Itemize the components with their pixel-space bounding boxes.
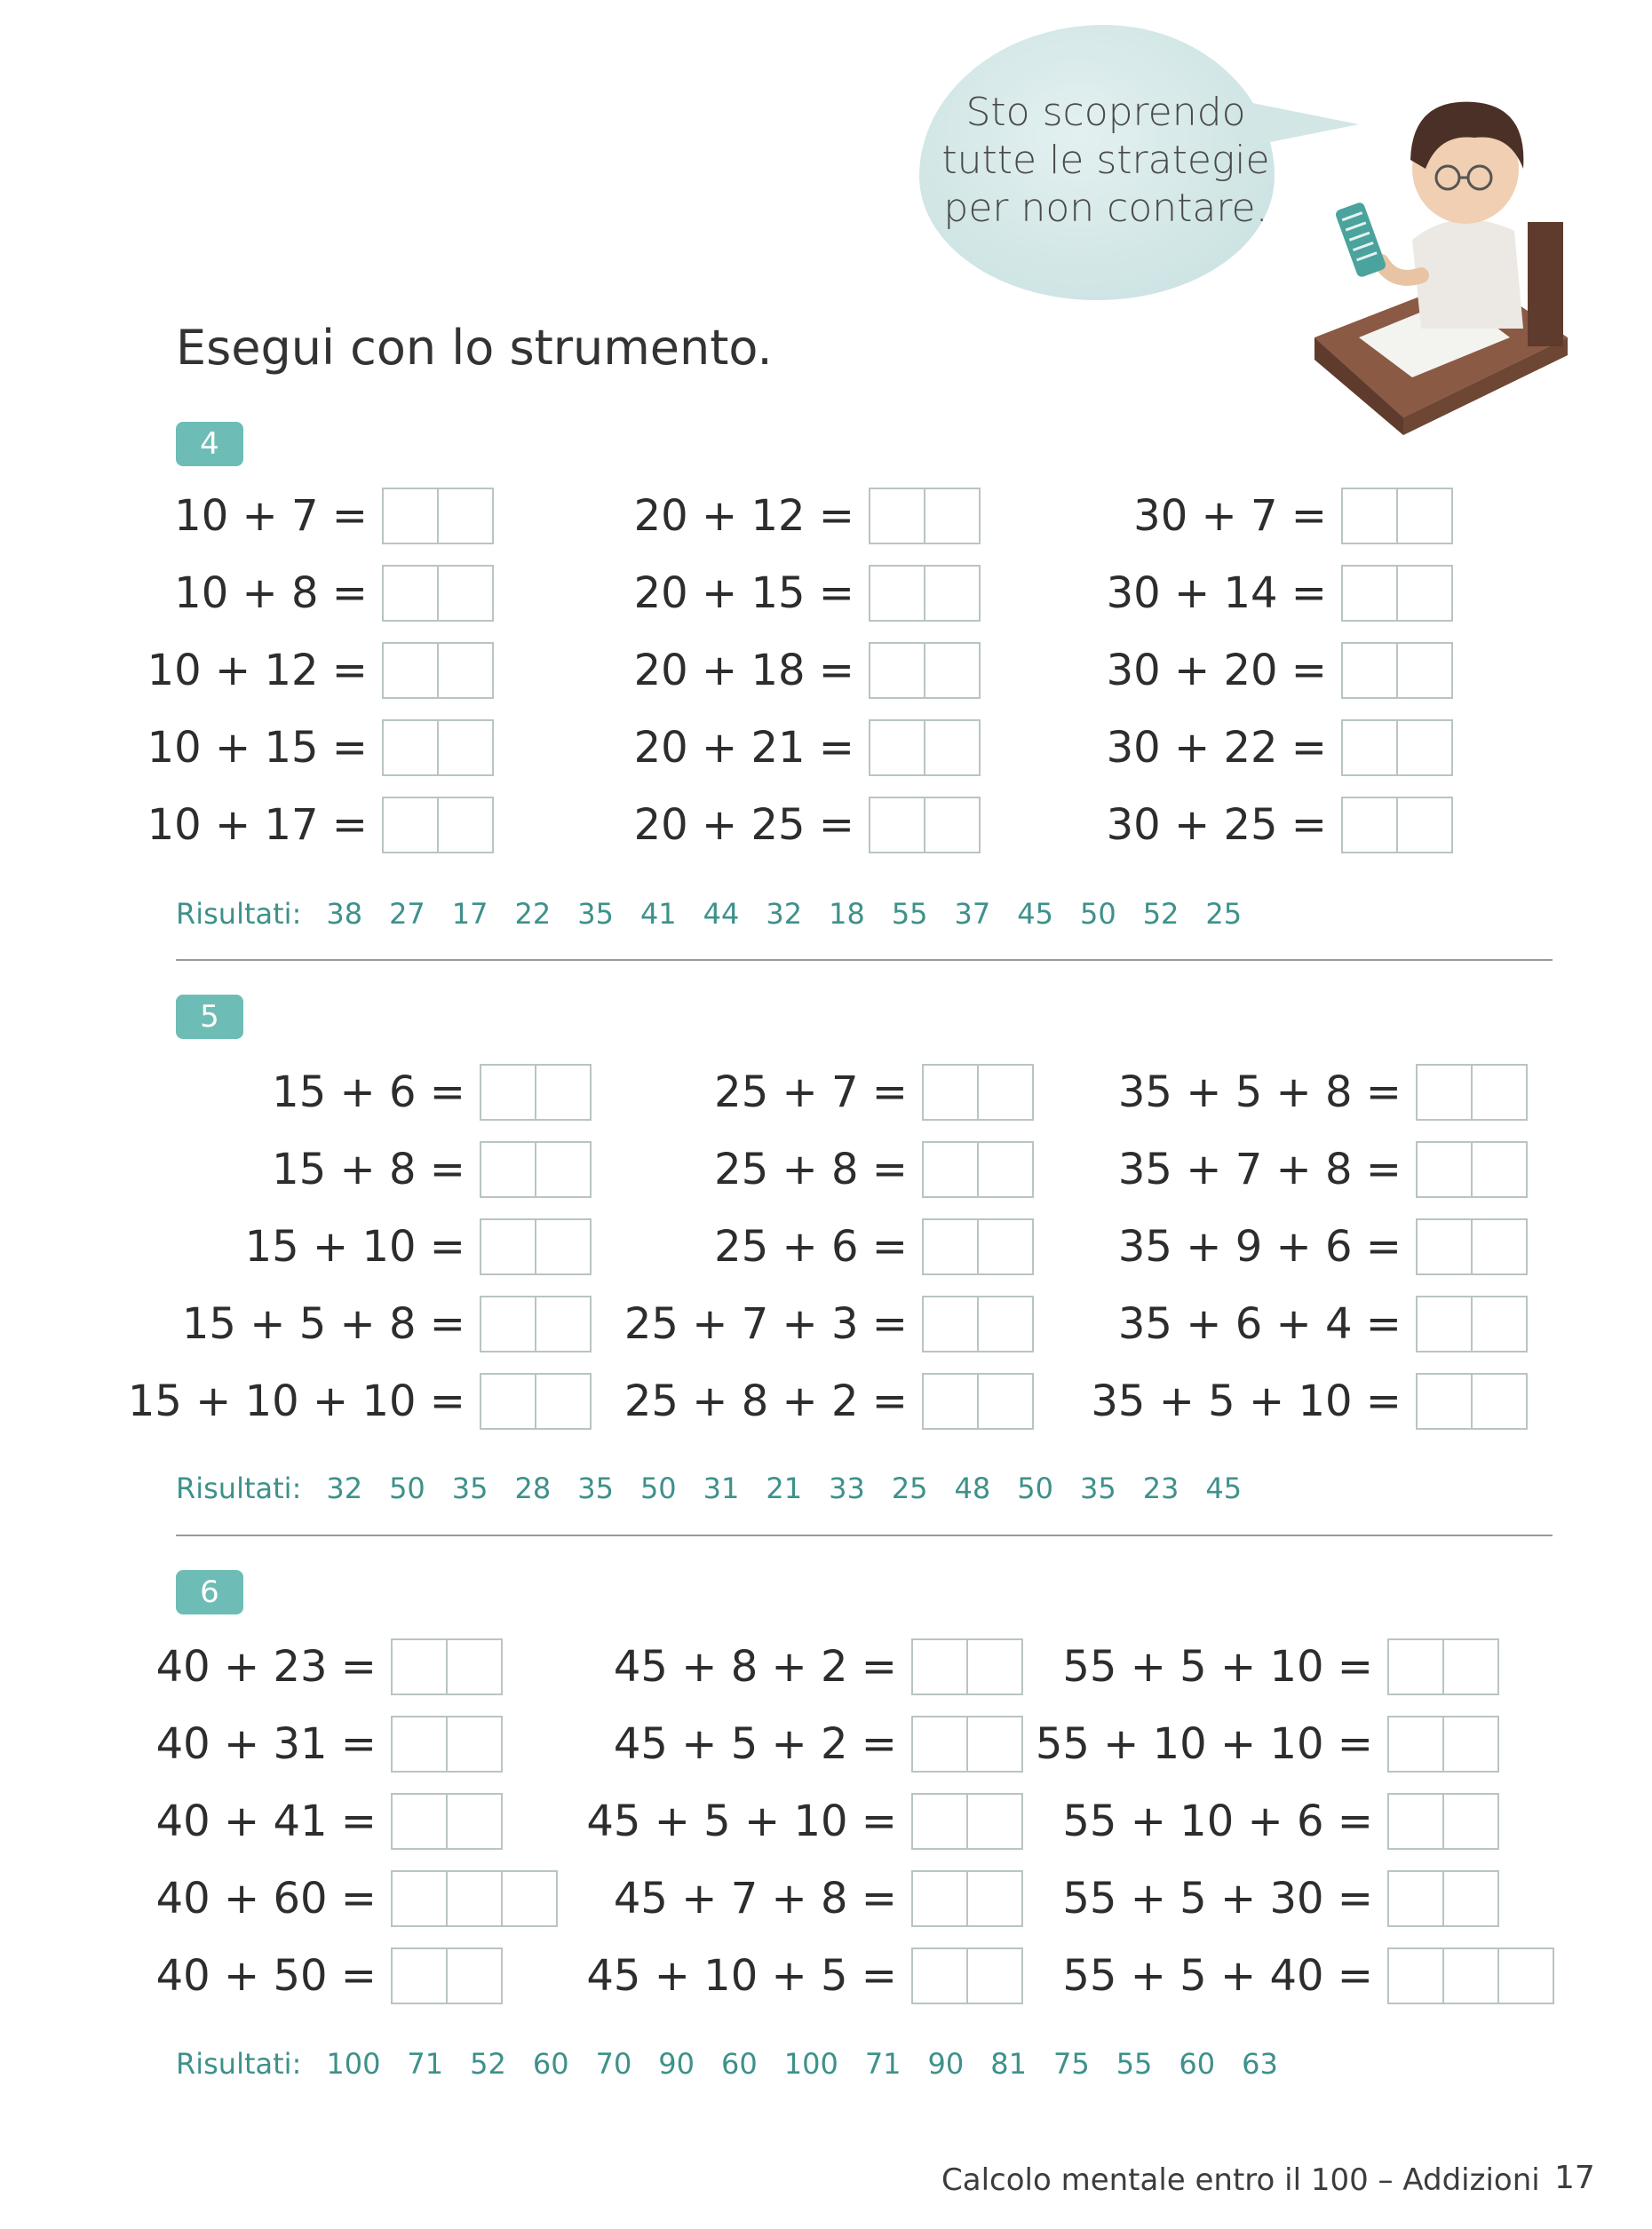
equation-row (0, 1063, 1402, 1122)
answer-digit-box[interactable] (1471, 1141, 1528, 1198)
result-value: 21 (766, 1471, 803, 1505)
result-value: 100 (783, 2047, 838, 2081)
result-value: 25 (891, 1471, 928, 1505)
equation-expression: 30 + 25 = (1106, 800, 1327, 850)
result-value: 44 (703, 897, 740, 931)
result-value: 60 (1179, 2047, 1216, 2081)
result-value: 35 (577, 1471, 614, 1505)
equation-expression: 15 + 10 + 10 = (127, 1376, 465, 1426)
result-value: 45 (1205, 1471, 1243, 1505)
answer-digit-box[interactable] (1416, 1064, 1473, 1121)
answer-digit-box[interactable] (1387, 1716, 1444, 1773)
equation-expression: 45 + 5 + 2 = (613, 1719, 897, 1769)
equation-expression: 55 + 5 + 30 = (1062, 1874, 1373, 1924)
equation-expression: 20 + 21 = (633, 723, 854, 773)
result-value: 50 (639, 1471, 677, 1505)
answer-boxes[interactable] (1418, 1296, 1528, 1352)
answer-digit-box[interactable] (1396, 642, 1453, 699)
result-value: 35 (451, 1471, 488, 1505)
answer-digit-box[interactable] (1416, 1296, 1473, 1352)
answer-digit-box[interactable] (1416, 1218, 1473, 1275)
result-value: 71 (864, 2047, 901, 2081)
child-at-desk-illustration (1297, 71, 1581, 435)
answer-digit-box[interactable] (1341, 719, 1398, 776)
result-value: 35 (577, 897, 614, 931)
equation-row (0, 1295, 1402, 1353)
equation-expression: 20 + 25 = (633, 800, 854, 850)
equation-expression: 40 + 60 = (155, 1874, 377, 1924)
answer-digit-box[interactable] (1387, 1638, 1444, 1695)
speech-bubble-text (937, 89, 1275, 233)
page-heading: Esegui con lo strumento. (176, 320, 773, 376)
answer-digit-box[interactable] (1396, 565, 1453, 622)
equation-expression: 55 + 10 + 10 = (1035, 1719, 1373, 1769)
answer-digit-box[interactable] (1341, 488, 1398, 544)
answer-digit-box[interactable] (1442, 1638, 1499, 1695)
answer-digit-box[interactable] (1442, 1947, 1499, 2004)
result-value: 22 (514, 897, 552, 931)
answer-digit-box[interactable] (1341, 642, 1398, 699)
page-number: 17 (1554, 2160, 1595, 2196)
answer-boxes[interactable] (1343, 642, 1453, 699)
answer-digit-box[interactable] (1416, 1141, 1473, 1198)
result-value: 32 (326, 1471, 363, 1505)
answer-digit-box[interactable] (1396, 797, 1453, 853)
equation-expression: 35 + 5 + 10 = (1091, 1376, 1402, 1426)
equation-expression: 20 + 15 = (633, 568, 854, 618)
answer-boxes[interactable] (1389, 1870, 1499, 1927)
result-value: 32 (766, 897, 803, 931)
result-value: 55 (1116, 2047, 1153, 2081)
result-value: 25 (1205, 897, 1243, 931)
result-value: 70 (595, 2047, 632, 2081)
result-value: 71 (407, 2047, 444, 2081)
exercise-number-badge: 4 (176, 422, 243, 466)
result-value: 81 (990, 2047, 1027, 2081)
equation-expression: 25 + 8 + 2 = (623, 1376, 908, 1426)
result-value: 50 (1017, 1471, 1053, 1505)
answer-boxes[interactable] (1418, 1141, 1528, 1198)
equation-expression: 40 + 41 = (155, 1797, 377, 1846)
equation-expression: 30 + 22 = (1106, 723, 1327, 773)
result-value: 90 (927, 2047, 965, 2081)
equation-expression: 10 + 7 = (174, 491, 368, 541)
equation-expression: 15 + 6 = (272, 1067, 465, 1117)
results-row (176, 2047, 1305, 2081)
equation-expression: 35 + 9 + 6 = (1117, 1222, 1402, 1272)
answer-digit-box[interactable] (1471, 1218, 1528, 1275)
equation-row (0, 1218, 1402, 1276)
equation-expression: 20 + 18 = (633, 646, 854, 695)
equation-expression: 35 + 7 + 8 = (1117, 1145, 1402, 1194)
equation-row (0, 718, 1327, 777)
equation-row (0, 1372, 1402, 1431)
result-value: 50 (389, 1471, 425, 1505)
equation-expression: 40 + 50 = (155, 1951, 377, 2001)
result-value: 60 (721, 2047, 758, 2081)
equation-row (0, 1792, 1373, 1851)
equation-expression: 45 + 10 + 5 = (586, 1951, 897, 2001)
result-value: 17 (451, 897, 488, 931)
answer-digit-box[interactable] (1396, 719, 1453, 776)
equation-expression: 25 + 7 + 3 = (623, 1299, 908, 1349)
equation-expression: 40 + 23 = (155, 1642, 377, 1692)
result-value: 60 (532, 2047, 569, 2081)
equation-expression: 35 + 6 + 4 = (1117, 1299, 1402, 1349)
result-value: 38 (326, 897, 363, 931)
results-label: Risultati: (176, 1471, 302, 1505)
answer-digit-box[interactable] (1442, 1716, 1499, 1773)
results-row (176, 897, 1268, 931)
answer-boxes[interactable] (1343, 488, 1453, 544)
section-divider (176, 1535, 1553, 1536)
answer-boxes[interactable] (1418, 1373, 1528, 1430)
answer-digit-box[interactable] (1442, 1793, 1499, 1850)
equation-expression: 25 + 7 = (714, 1067, 908, 1117)
answer-digit-box[interactable] (1442, 1870, 1499, 1927)
equation-expression: 25 + 6 = (714, 1222, 908, 1272)
result-value: 75 (1052, 2047, 1090, 2081)
speech-line: Sto scoprendo (965, 90, 1246, 135)
exercise-number-badge: 6 (176, 1570, 243, 1614)
answer-boxes[interactable] (1389, 1638, 1499, 1695)
result-value: 52 (1142, 897, 1179, 931)
section-divider (176, 959, 1553, 961)
equation-expression: 30 + 20 = (1106, 646, 1327, 695)
result-value: 18 (829, 897, 865, 931)
result-value: 35 (1079, 1471, 1116, 1505)
result-value: 31 (703, 1471, 740, 1505)
equation-expression: 35 + 5 + 8 = (1117, 1067, 1402, 1117)
answer-digit-box[interactable] (1416, 1373, 1473, 1430)
equation-expression: 20 + 12 = (633, 491, 854, 541)
equation-expression: 10 + 15 = (147, 723, 368, 773)
answer-digit-box[interactable] (1396, 488, 1453, 544)
answer-boxes[interactable] (1343, 797, 1453, 853)
equation-expression: 10 + 12 = (147, 646, 368, 695)
results-label: Risultati: (176, 897, 302, 931)
equation-row (0, 487, 1327, 545)
footer-title: Calcolo mentale entro il 100 – Addizioni (941, 2162, 1540, 2198)
equation-row (0, 796, 1327, 854)
answer-digit-box[interactable] (1471, 1064, 1528, 1121)
equation-expression: 15 + 10 = (244, 1222, 465, 1272)
answer-boxes[interactable] (1343, 719, 1453, 776)
equation-expression: 15 + 5 + 8 = (181, 1299, 465, 1349)
result-value: 27 (389, 897, 425, 931)
equation-expression: 55 + 5 + 40 = (1062, 1951, 1373, 2001)
result-value: 100 (326, 2047, 381, 2081)
equation-row (0, 1638, 1373, 1696)
answer-boxes[interactable] (1418, 1064, 1528, 1121)
equation-row (0, 1140, 1402, 1199)
result-value: 63 (1242, 2047, 1278, 2081)
result-value: 45 (1017, 897, 1053, 931)
answer-digit-box[interactable] (1471, 1373, 1528, 1430)
results-row (176, 1471, 1268, 1505)
equation-expression: 45 + 7 + 8 = (613, 1874, 897, 1924)
answer-digit-box[interactable] (1497, 1947, 1554, 2004)
answer-boxes[interactable] (1343, 565, 1453, 622)
equation-row (0, 1869, 1373, 1928)
result-value: 48 (954, 1471, 991, 1505)
equation-row (0, 641, 1327, 700)
result-value: 33 (829, 1471, 865, 1505)
result-value: 90 (658, 2047, 695, 2081)
equation-expression: 15 + 8 = (272, 1145, 465, 1194)
answer-digit-box[interactable] (1341, 565, 1398, 622)
equation-expression: 10 + 17 = (147, 800, 368, 850)
equation-expression: 55 + 5 + 10 = (1062, 1642, 1373, 1692)
equation-expression: 30 + 7 = (1133, 491, 1327, 541)
result-value: 50 (1079, 897, 1116, 931)
result-value: 41 (639, 897, 677, 931)
equation-expression: 30 + 14 = (1106, 568, 1327, 618)
exercise-number-badge: 5 (176, 995, 243, 1039)
result-value: 55 (891, 897, 928, 931)
answer-digit-box[interactable] (1471, 1296, 1528, 1352)
answer-digit-box[interactable] (1387, 1870, 1444, 1927)
answer-digit-box[interactable] (1341, 797, 1398, 853)
equation-expression: 45 + 8 + 2 = (613, 1642, 897, 1692)
result-value: 28 (514, 1471, 552, 1505)
equation-row (0, 564, 1327, 623)
equation-expression: 40 + 31 = (155, 1719, 377, 1769)
answer-boxes[interactable] (1389, 1716, 1499, 1773)
equation-expression: 45 + 5 + 10 = (586, 1797, 897, 1846)
equation-expression: 55 + 10 + 6 = (1062, 1797, 1373, 1846)
equation-row (0, 1715, 1373, 1773)
equation-row (0, 1947, 1373, 2005)
answer-boxes[interactable] (1418, 1218, 1528, 1275)
answer-digit-box[interactable] (1387, 1793, 1444, 1850)
results-label: Risultati: (176, 2047, 302, 2081)
result-value: 23 (1142, 1471, 1179, 1505)
speech-line: tutte le strategie (941, 138, 1270, 183)
equation-expression: 10 + 8 = (174, 568, 368, 618)
answer-boxes[interactable] (1389, 1947, 1554, 2004)
result-value: 37 (954, 897, 991, 931)
answer-boxes[interactable] (1389, 1793, 1499, 1850)
answer-digit-box[interactable] (1387, 1947, 1444, 2004)
result-value: 52 (470, 2047, 506, 2081)
equation-expression: 25 + 8 = (714, 1145, 908, 1194)
speech-line: per non contare. (943, 186, 1268, 231)
